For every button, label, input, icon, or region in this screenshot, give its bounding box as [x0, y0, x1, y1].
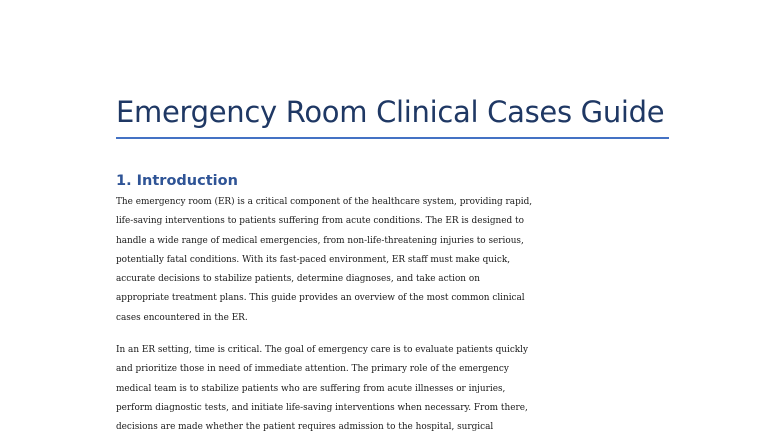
text-line: life-saving interventions to patients suffering from acute conditions. The ER is designed to — [116, 216, 524, 227]
text-line: and prioritize those in need of immediate attention. The primary role of the emergency — [116, 364, 509, 375]
text-line: cases encountered in the ER. — [116, 312, 248, 323]
text-line: handle a wide range of medical emergencies, from non-life-threatening injuries to serious, — [116, 235, 524, 246]
text-line: perform diagnostic tests, and initiate life-saving interventions when necessary. From there, — [116, 402, 528, 413]
text-line: The emergency room (ER) is a critical component of the healthcare system, providing rapid, — [116, 197, 533, 207]
text-line: decisions are made whether the patient requires admission to the hospital, surgical — [116, 422, 494, 433]
paragraph-1 — [116, 193, 676, 328]
document-title: Emergency Room Clinical Cases Guide — [116, 95, 665, 129]
text-line: accurate decisions to stabilize patients, determine diagnoses, and take action on — [116, 274, 480, 285]
paragraph-2 — [116, 341, 676, 437]
text-line: medical team is to stabilize patients who are suffering from acute illnesses or injuries, — [116, 383, 506, 394]
text-line: appropriate treatment plans. This guide provides an overview of the most common clinical — [116, 293, 525, 304]
section-heading-introduction: 1. Introduction — [116, 173, 238, 189]
text-line: In an ER setting, time is critical. The goal of emergency care is to evaluate patients quickly — [116, 345, 529, 355]
title-underline — [116, 137, 669, 139]
text-line: potentially fatal conditions. With its fast-paced environment, ER staff must make quick, — [116, 254, 511, 265]
